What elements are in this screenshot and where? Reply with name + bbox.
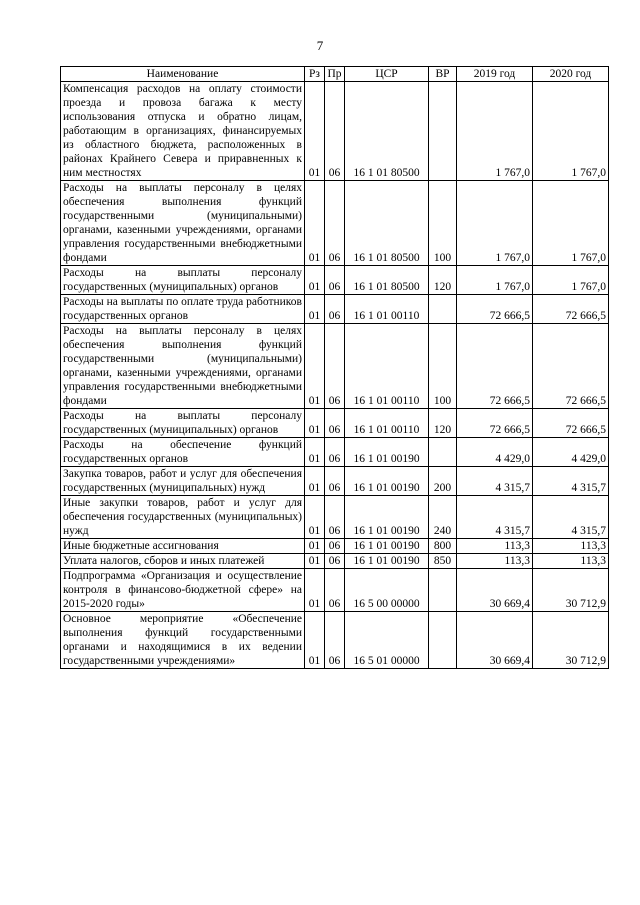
row-pr-cell: 06: [325, 539, 345, 554]
row-vr-cell: [429, 612, 457, 669]
row-rz-cell: 01: [305, 181, 325, 266]
row-name-cell: Закупка товаров, работ и услуг для обеспечения государственных (муниципальных) нужд: [61, 467, 305, 496]
row-vr-cell: 200: [429, 467, 457, 496]
row-2019-cell: 72 666,5: [457, 409, 533, 438]
header-name: Наименование: [61, 67, 305, 82]
row-vr-cell: 100: [429, 181, 457, 266]
row-2020-cell: 4 429,0: [533, 438, 609, 467]
row-2019-cell: 72 666,5: [457, 295, 533, 324]
row-vr-cell: [429, 569, 457, 612]
row-rz-cell: 01: [305, 569, 325, 612]
row-pr-cell: 06: [325, 181, 345, 266]
row-rz-cell: 01: [305, 82, 325, 181]
row-vr-cell: [429, 82, 457, 181]
row-csr-cell: 16 5 01 00000: [345, 612, 429, 669]
row-rz-cell: 01: [305, 438, 325, 467]
row-name-cell: Расходы на выплаты персоналу в целях обеспечения выполнения функций государственными (муниципальными) органами, казенными учреждениями, органами управления государственными внебюджетными фондами: [61, 181, 305, 266]
header-row: [61, 67, 609, 82]
row-csr-cell: 16 1 01 00190: [345, 438, 429, 467]
row-vr-cell: [429, 295, 457, 324]
row-2020-cell: 30 712,9: [533, 612, 609, 669]
row-2020-cell: 72 666,5: [533, 409, 609, 438]
row-pr-cell: 06: [325, 569, 345, 612]
row-2019-cell: 30 669,4: [457, 612, 533, 669]
row-2020-cell: 72 666,5: [533, 295, 609, 324]
header-pr: Пр: [325, 67, 345, 82]
row-name-cell: Иные закупки товаров, работ и услуг для обеспечения государственных (муниципальных) нужд: [61, 496, 305, 539]
row-2020-cell: 113,3: [533, 554, 609, 569]
row-2019-cell: 4 315,7: [457, 496, 533, 539]
row-name-cell: Уплата налогов, сборов и иных платежей: [61, 554, 305, 569]
row-csr-cell: 16 1 01 00190: [345, 496, 429, 539]
row-csr-cell: 16 1 01 00190: [345, 554, 429, 569]
row-vr-cell: [429, 438, 457, 467]
row-pr-cell: 06: [325, 409, 345, 438]
row-name-cell: Расходы на выплаты персоналу в целях обеспечения выполнения функций государственными (муниципальными) органами, казенными учреждениями, органами управления государственными внебюджетными фондами: [61, 324, 305, 409]
table-row: [61, 409, 609, 438]
row-2020-cell: 4 315,7: [533, 467, 609, 496]
row-pr-cell: 06: [325, 467, 345, 496]
row-rz-cell: 01: [305, 612, 325, 669]
row-rz-cell: 01: [305, 539, 325, 554]
row-pr-cell: 06: [325, 295, 345, 324]
header-2019: 2019 год: [457, 67, 533, 82]
table-row: [61, 569, 609, 612]
table-row: [61, 496, 609, 539]
row-2019-cell: 1 767,0: [457, 82, 533, 181]
row-2019-cell: 1 767,0: [457, 266, 533, 295]
table-row: [61, 438, 609, 467]
row-2019-cell: 30 669,4: [457, 569, 533, 612]
row-csr-cell: 16 5 00 00000: [345, 569, 429, 612]
row-csr-cell: 16 1 01 00110: [345, 324, 429, 409]
row-csr-cell: 16 1 01 80500: [345, 266, 429, 295]
row-vr-cell: 120: [429, 409, 457, 438]
table-row: [61, 324, 609, 409]
row-vr-cell: 100: [429, 324, 457, 409]
row-rz-cell: 01: [305, 295, 325, 324]
row-rz-cell: 01: [305, 324, 325, 409]
row-rz-cell: 01: [305, 409, 325, 438]
row-csr-cell: 16 1 01 80500: [345, 181, 429, 266]
row-pr-cell: 06: [325, 496, 345, 539]
header-csr: ЦСР: [345, 67, 429, 82]
row-2019-cell: 1 767,0: [457, 181, 533, 266]
row-name-cell: Расходы на выплаты персоналу государственных (муниципальных) органов: [61, 409, 305, 438]
row-2019-cell: 72 666,5: [457, 324, 533, 409]
row-2019-cell: 113,3: [457, 539, 533, 554]
row-csr-cell: 16 1 01 00190: [345, 539, 429, 554]
row-rz-cell: 01: [305, 467, 325, 496]
row-2020-cell: 30 712,9: [533, 569, 609, 612]
row-vr-cell: 800: [429, 539, 457, 554]
row-name-cell: Иные бюджетные ассигнования: [61, 539, 305, 554]
row-rz-cell: 01: [305, 266, 325, 295]
row-pr-cell: 06: [325, 438, 345, 467]
row-2019-cell: 4 429,0: [457, 438, 533, 467]
row-2020-cell: 4 315,7: [533, 496, 609, 539]
row-2019-cell: 4 315,7: [457, 467, 533, 496]
row-2019-cell: 113,3: [457, 554, 533, 569]
table-row: [61, 295, 609, 324]
row-name-cell: Расходы на выплаты по оплате труда работников государственных органов: [61, 295, 305, 324]
row-csr-cell: 16 1 01 80500: [345, 82, 429, 181]
header-rz: Рз: [305, 67, 325, 82]
row-2020-cell: 1 767,0: [533, 181, 609, 266]
row-rz-cell: 01: [305, 554, 325, 569]
row-name-cell: Расходы на выплаты персоналу государственных (муниципальных) органов: [61, 266, 305, 295]
row-2020-cell: 113,3: [533, 539, 609, 554]
row-2020-cell: 72 666,5: [533, 324, 609, 409]
table-row: [61, 181, 609, 266]
row-2020-cell: 1 767,0: [533, 266, 609, 295]
row-vr-cell: 850: [429, 554, 457, 569]
table-row: [61, 82, 609, 181]
table-row: [61, 612, 609, 669]
row-name-cell: Расходы на обеспечение функций государственных органов: [61, 438, 305, 467]
header-vr: ВР: [429, 67, 457, 82]
row-pr-cell: 06: [325, 554, 345, 569]
row-pr-cell: 06: [325, 82, 345, 181]
row-csr-cell: 16 1 01 00110: [345, 409, 429, 438]
header-2020: 2020 год: [533, 67, 609, 82]
row-csr-cell: 16 1 01 00110: [345, 295, 429, 324]
row-csr-cell: 16 1 01 00190: [345, 467, 429, 496]
table-row: [61, 539, 609, 554]
row-2020-cell: 1 767,0: [533, 82, 609, 181]
row-rz-cell: 01: [305, 496, 325, 539]
budget-table: [60, 66, 609, 669]
table-row: [61, 266, 609, 295]
table-row: [61, 467, 609, 496]
row-pr-cell: 06: [325, 612, 345, 669]
row-pr-cell: 06: [325, 266, 345, 295]
table-row: [61, 554, 609, 569]
row-name-cell: Компенсация расходов на оплату стоимости проезда и провоза багажа к месту использования отпуска и обратно лицам, работающим в организациях, финансируемых из областного бюджета, расположенных в районах Крайнего Севера и приравненных к ним местностях: [61, 82, 305, 181]
row-name-cell: Основное мероприятие «Обеспечение выполнения функций государственными органами и находящимися в их ведении государственными учреждениями»: [61, 612, 305, 669]
page-number: 7: [316, 38, 324, 53]
row-name-cell: Подпрограмма «Организация и осуществление контроля в финансово-бюджетной сфере» на 2015-2020 годы»: [61, 569, 305, 612]
row-pr-cell: 06: [325, 324, 345, 409]
row-vr-cell: 240: [429, 496, 457, 539]
table-body: [61, 82, 609, 669]
row-vr-cell: 120: [429, 266, 457, 295]
